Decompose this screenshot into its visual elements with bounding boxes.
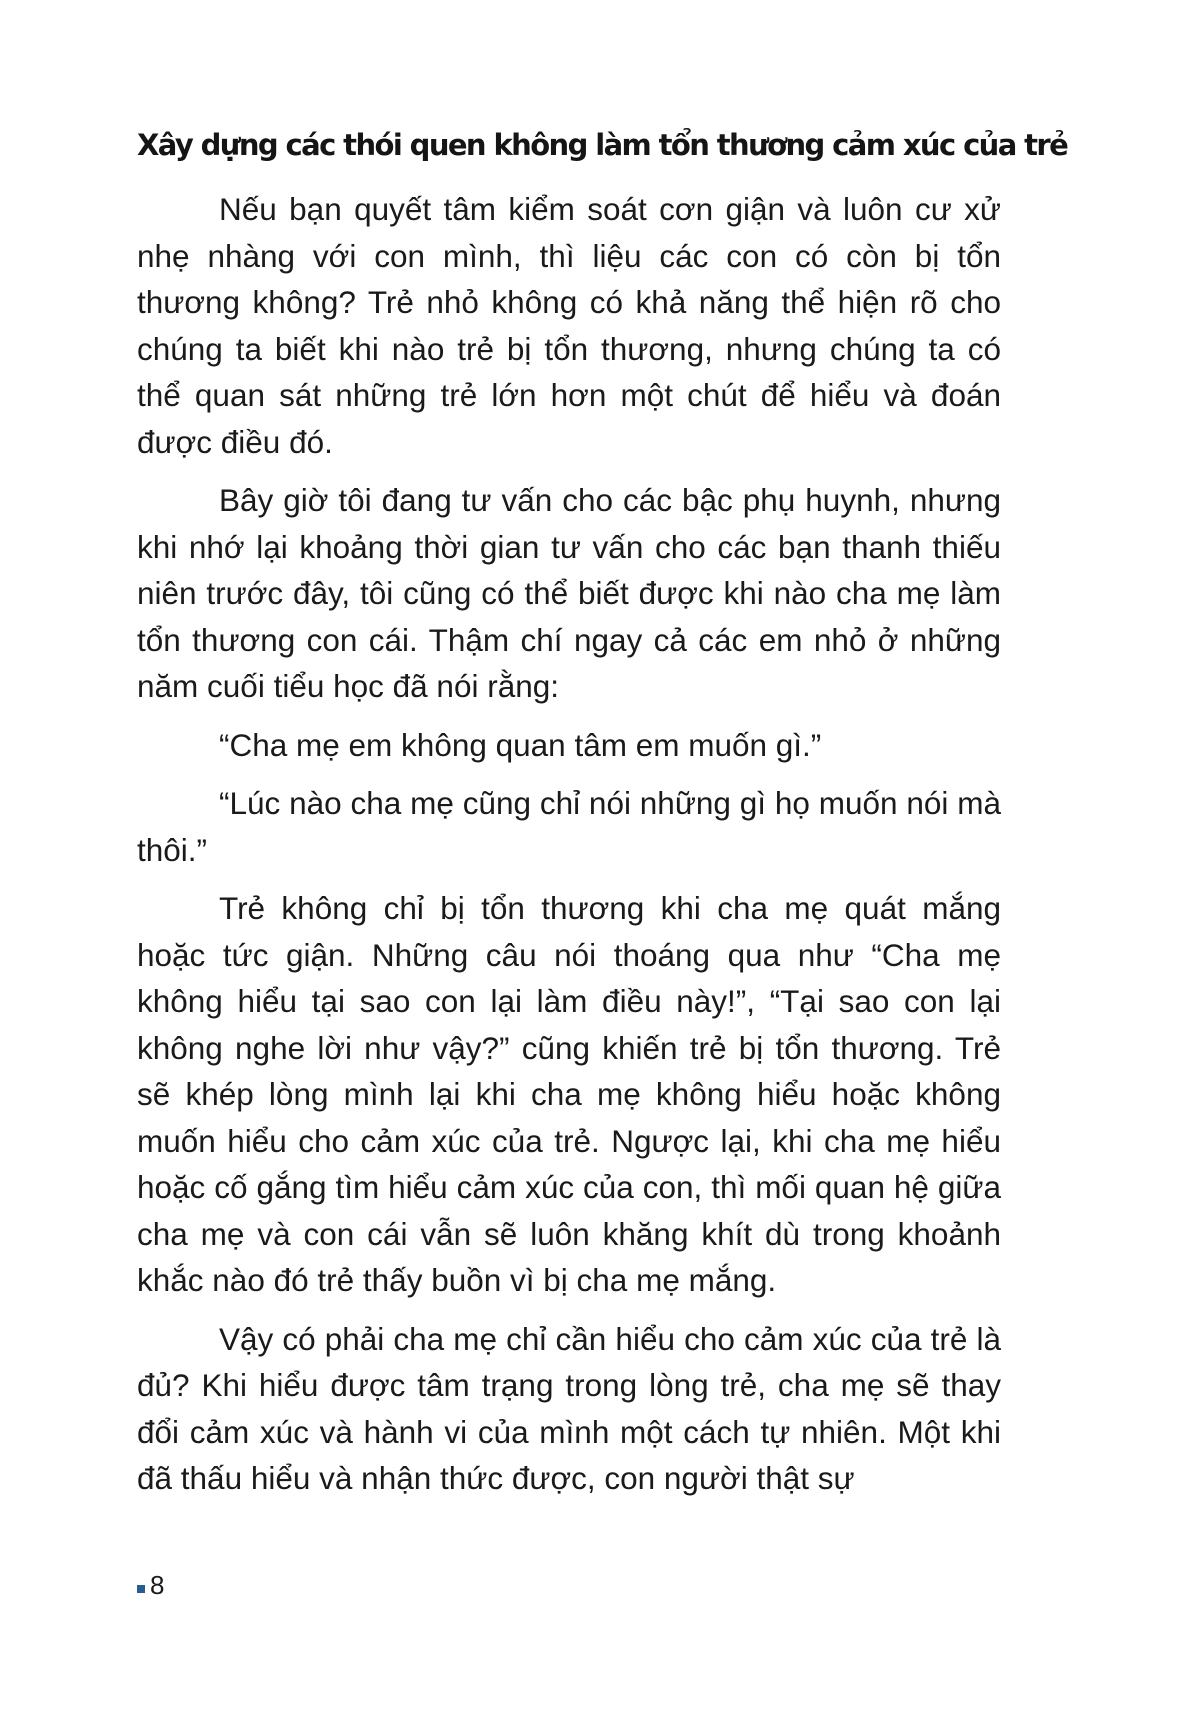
paragraph: Vậy có phải cha mẹ chỉ cần hiểu cho cảm xúc của trẻ là đủ? Khi hiểu được tâm trạng trong lòng trẻ, cha mẹ sẽ thay đổi cảm xúc và hành vi của mình một cách tự nhiên. Một khi đã thấu hiểu và nhận thức được, con người thật sự [137, 1320, 1001, 1496]
section-heading: Xây dựng các thói quen không làm tổn thương cảm xúc của trẻ [137, 128, 1068, 162]
page-footer [137, 1570, 164, 1600]
paragraph: Nếu bạn quyết tâm kiểm soát cơn giận và luôn cư xử nhẹ nhàng với con mình, thì liệu các con có còn bị tổn thương không? Trẻ nhỏ không có khả năng thể hiện rõ cho chúng ta biết khi nào trẻ bị tổn thương, nhưng chúng ta có thể quan sát những trẻ lớn hơn một chút để hiểu và đoán được điều đó. [137, 191, 1001, 460]
paragraph: Trẻ không chỉ bị tổn thương khi cha mẹ quát mắng hoặc tức giận. Những câu nói thoáng qua như “Cha mẹ không hiểu tại sao con lại làm điều này!”, “Tại sao con lại không nghe lời như vậy?” cũng khiến trẻ bị tổn thương. Trẻ sẽ khép lòng mình lại khi cha mẹ không hiểu hoặc không muốn hiểu cho cảm xúc của trẻ. Ngược lại, khi cha mẹ hiểu hoặc cố gắng tìm hiểu cảm xúc của con, thì mối quan hệ giữa cha mẹ và con cái vẫn sẽ luôn khăng khít dù trong khoảnh khắc nào đó trẻ thấy buồn vì bị cha mẹ mắng. [137, 890, 1001, 1298]
quote-paragraph: “Cha mẹ em không quan tâm em muốn gì.” [219, 726, 822, 763]
page-marker-square-icon [137, 1585, 145, 1593]
quote-paragraph: “Lúc nào cha mẹ cũng chỉ nói những gì họ muốn nói mà thôi.” [137, 785, 1001, 868]
body-text [137, 186, 1001, 1514]
page-number: 8 [150, 1570, 165, 1600]
paragraph: Bây giờ tôi đang tư vấn cho các bậc phụ huynh, nhưng khi nhớ lại khoảng thời gian tư vấn cho các bạn thanh thiếu niên trước đây, tôi cũng có thể biết được khi nào cha mẹ làm tổn thương con cái. Thậm chí ngay cả các em nhỏ ở những năm cuối tiểu học đã nói rằng: [137, 482, 1001, 704]
